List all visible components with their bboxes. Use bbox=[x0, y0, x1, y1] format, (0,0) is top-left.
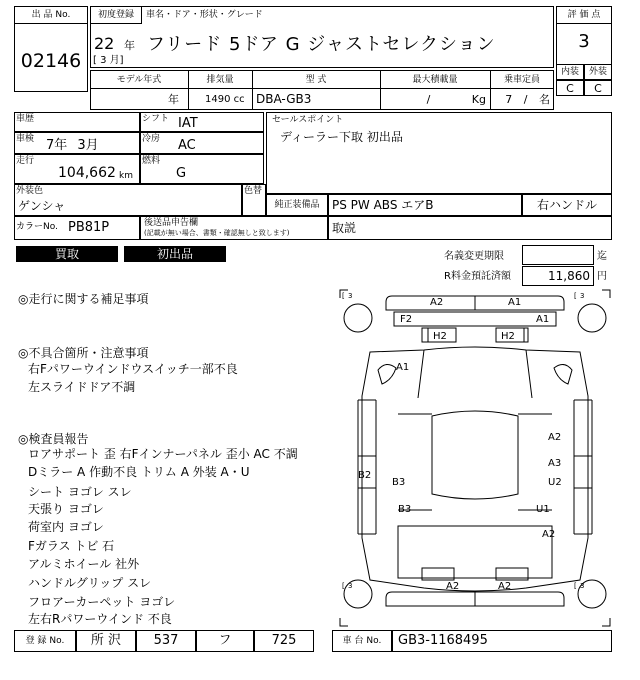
tire-front-right bbox=[578, 304, 606, 332]
chassis-label: 車 台 No. bbox=[342, 636, 382, 646]
model-type: DBA-GB3 bbox=[256, 92, 312, 106]
tire-front-left bbox=[344, 304, 372, 332]
reg-label: 登 録 No. bbox=[25, 636, 65, 646]
rear-panel-outline bbox=[398, 526, 552, 578]
ac-value: AC bbox=[178, 138, 196, 153]
max-load: / Kg bbox=[426, 93, 486, 106]
damage-mark: A2 bbox=[430, 297, 444, 308]
inspector-line: Fガラス トビ 石 bbox=[28, 539, 115, 553]
damage-mark: B2 bbox=[358, 470, 372, 481]
damage-mark: A1 bbox=[508, 297, 522, 308]
body-outline bbox=[362, 347, 588, 591]
ext-color-label: 外装色 bbox=[16, 186, 44, 196]
history-label: 車歴 bbox=[16, 114, 35, 124]
first-listing-tag: 初出品 bbox=[124, 246, 226, 262]
repaint-label: 色替 bbox=[244, 186, 263, 196]
displacement: 1490 cc bbox=[205, 94, 245, 105]
grade-label: 評 価 点 bbox=[567, 10, 601, 20]
sales-point-label: セールスポイント bbox=[272, 115, 344, 125]
specs-divider bbox=[90, 88, 554, 89]
right-side-panels bbox=[574, 400, 592, 534]
mileage-label: 走行 bbox=[16, 156, 35, 166]
reg-kana: フ bbox=[218, 633, 232, 648]
car-name: フリード 5ドア G ジャストセレクション bbox=[147, 34, 496, 55]
exterior-label: 外装 bbox=[588, 67, 607, 77]
damage-mark: U2 bbox=[548, 477, 562, 488]
front-panel-outline bbox=[394, 312, 556, 326]
defect-line: 左スライドドア不調 bbox=[28, 380, 136, 394]
inspector-line: アルミホイール 社外 bbox=[28, 557, 140, 571]
chassis-number: GB3-1168495 bbox=[398, 633, 488, 648]
name-change-box bbox=[522, 245, 594, 265]
damage-mark: F2 bbox=[400, 314, 413, 325]
max-load-label: 最大積載量 bbox=[412, 75, 458, 85]
name-change-unit: 迄 bbox=[597, 251, 607, 262]
damage-mark: A2 bbox=[446, 581, 460, 592]
damage-mark: A2 bbox=[498, 581, 512, 592]
inspector-line: フロアーカーペット ヨゴレ bbox=[28, 595, 176, 609]
ac-label: 冷房 bbox=[142, 134, 161, 144]
defects-title: ◎不具合箇所・注意事項 bbox=[18, 346, 149, 360]
inspector-line: 天張り ヨゴレ bbox=[28, 502, 104, 516]
inspector-line: 左右Rパワーウインド 不良 bbox=[28, 612, 172, 626]
defect-line: 右Fパワーウインドウスイッチ一部不良 bbox=[28, 362, 238, 376]
recycle-label: R料金預託済額 bbox=[444, 271, 511, 282]
inspector-title: ◎検査員報告 bbox=[18, 432, 89, 446]
reg-area: 所 沢 bbox=[90, 633, 122, 648]
drive-notes-title: ◎走行に関する補足事項 bbox=[18, 292, 149, 306]
shift-label: シフト bbox=[142, 114, 170, 124]
name-label: 車名・ドア・形状・グレード bbox=[146, 10, 263, 20]
lot-number: 02146 bbox=[20, 50, 82, 72]
damage-mark: A1 bbox=[536, 314, 550, 325]
buy-tag: 買取 bbox=[16, 246, 118, 262]
damage-mark: A1 bbox=[396, 362, 410, 373]
handle: 右ハンドル bbox=[536, 198, 597, 212]
first-reg-year: 22 bbox=[94, 34, 115, 53]
damage-mark: U1 bbox=[536, 504, 550, 515]
tire-label: [ bbox=[574, 292, 577, 300]
equipment-label: 純正装備品 bbox=[274, 200, 320, 210]
color-no: PB81P bbox=[68, 220, 110, 235]
ext-color: ゲンシャ bbox=[18, 199, 66, 213]
after-market-label: 後送品申告欄 bbox=[144, 218, 199, 228]
interior-label: 内装 bbox=[560, 67, 579, 77]
inspector-line: シート ヨゴレ スレ bbox=[28, 485, 132, 499]
capacity: 7 / 名 bbox=[505, 93, 550, 106]
inspector-line: ロアサポート 歪 右Fインナーパネル 歪小 AC 不調 bbox=[28, 447, 298, 461]
recycle-unit: 円 bbox=[597, 271, 607, 282]
car-damage-diagram bbox=[338, 288, 612, 628]
shift-value: IAT bbox=[178, 116, 198, 131]
fuel-label: 燃料 bbox=[142, 156, 161, 166]
tire-label: [ bbox=[342, 292, 345, 300]
tire-label: 3 bbox=[348, 292, 353, 300]
displacement-label: 排気量 bbox=[206, 75, 234, 85]
name-change-label: 名義変更期限 bbox=[444, 251, 504, 262]
left-side-panels bbox=[358, 400, 376, 534]
tire-label: [ bbox=[342, 582, 345, 590]
damage-mark: A2 bbox=[548, 432, 562, 443]
inspector-line: ハンドルグリップ スレ bbox=[28, 576, 152, 590]
damage-mark: A3 bbox=[548, 458, 562, 469]
overall-grade: 3 bbox=[578, 31, 590, 52]
inspector-line: Dミラー A 作動不良 トリム A 外装 A・U bbox=[28, 465, 250, 479]
reg-number: 725 bbox=[271, 633, 297, 648]
exterior-grade: C bbox=[594, 82, 602, 95]
type-label: 型 式 bbox=[305, 75, 327, 85]
sales-point: ディーラー下取 初出品 bbox=[280, 130, 403, 144]
mileage-unit: km bbox=[119, 171, 133, 181]
color-no-label: カラーNo. bbox=[16, 222, 58, 232]
damage-mark: A2 bbox=[542, 529, 556, 540]
recycle-amount: 11,860 bbox=[548, 269, 590, 283]
reg-class: 537 bbox=[153, 633, 179, 648]
tire-label: 3 bbox=[580, 582, 585, 590]
fuel-value: G bbox=[176, 166, 187, 181]
damage-mark: B3 bbox=[398, 504, 412, 515]
after-market: 取説 bbox=[332, 221, 357, 235]
year-unit: 年 bbox=[124, 39, 135, 52]
first-reg-label: 初度登録 bbox=[97, 10, 134, 20]
model-year-unit: 年 bbox=[168, 93, 179, 106]
damage-mark: H2 bbox=[501, 331, 515, 342]
after-market-note: (記載が無い場合、書類・確認無しと致します) bbox=[144, 229, 290, 237]
damage-mark: B3 bbox=[392, 477, 406, 488]
first-reg-month: [ 3 月] bbox=[93, 55, 124, 66]
inspection-value: 7年 3月 bbox=[46, 138, 99, 153]
inspection-label: 車検 bbox=[16, 134, 35, 144]
after-market-value-box bbox=[328, 216, 612, 240]
roof-outline bbox=[432, 411, 518, 499]
capacity-label: 乗車定員 bbox=[503, 75, 540, 85]
interior-grade: C bbox=[566, 82, 574, 95]
damage-mark: H2 bbox=[433, 331, 447, 342]
equipment: PS PW ABS エアB bbox=[332, 198, 434, 212]
tire-label: 3 bbox=[348, 582, 353, 590]
tire-label: [ bbox=[574, 582, 577, 590]
lot-label: 出 品 No. bbox=[31, 10, 71, 20]
tire-label: 3 bbox=[580, 292, 585, 300]
mileage-value: 104,662 bbox=[58, 165, 116, 181]
model-year-label: モデル年式 bbox=[116, 75, 162, 85]
inspector-line: 荷室内 ヨゴレ bbox=[28, 520, 104, 534]
